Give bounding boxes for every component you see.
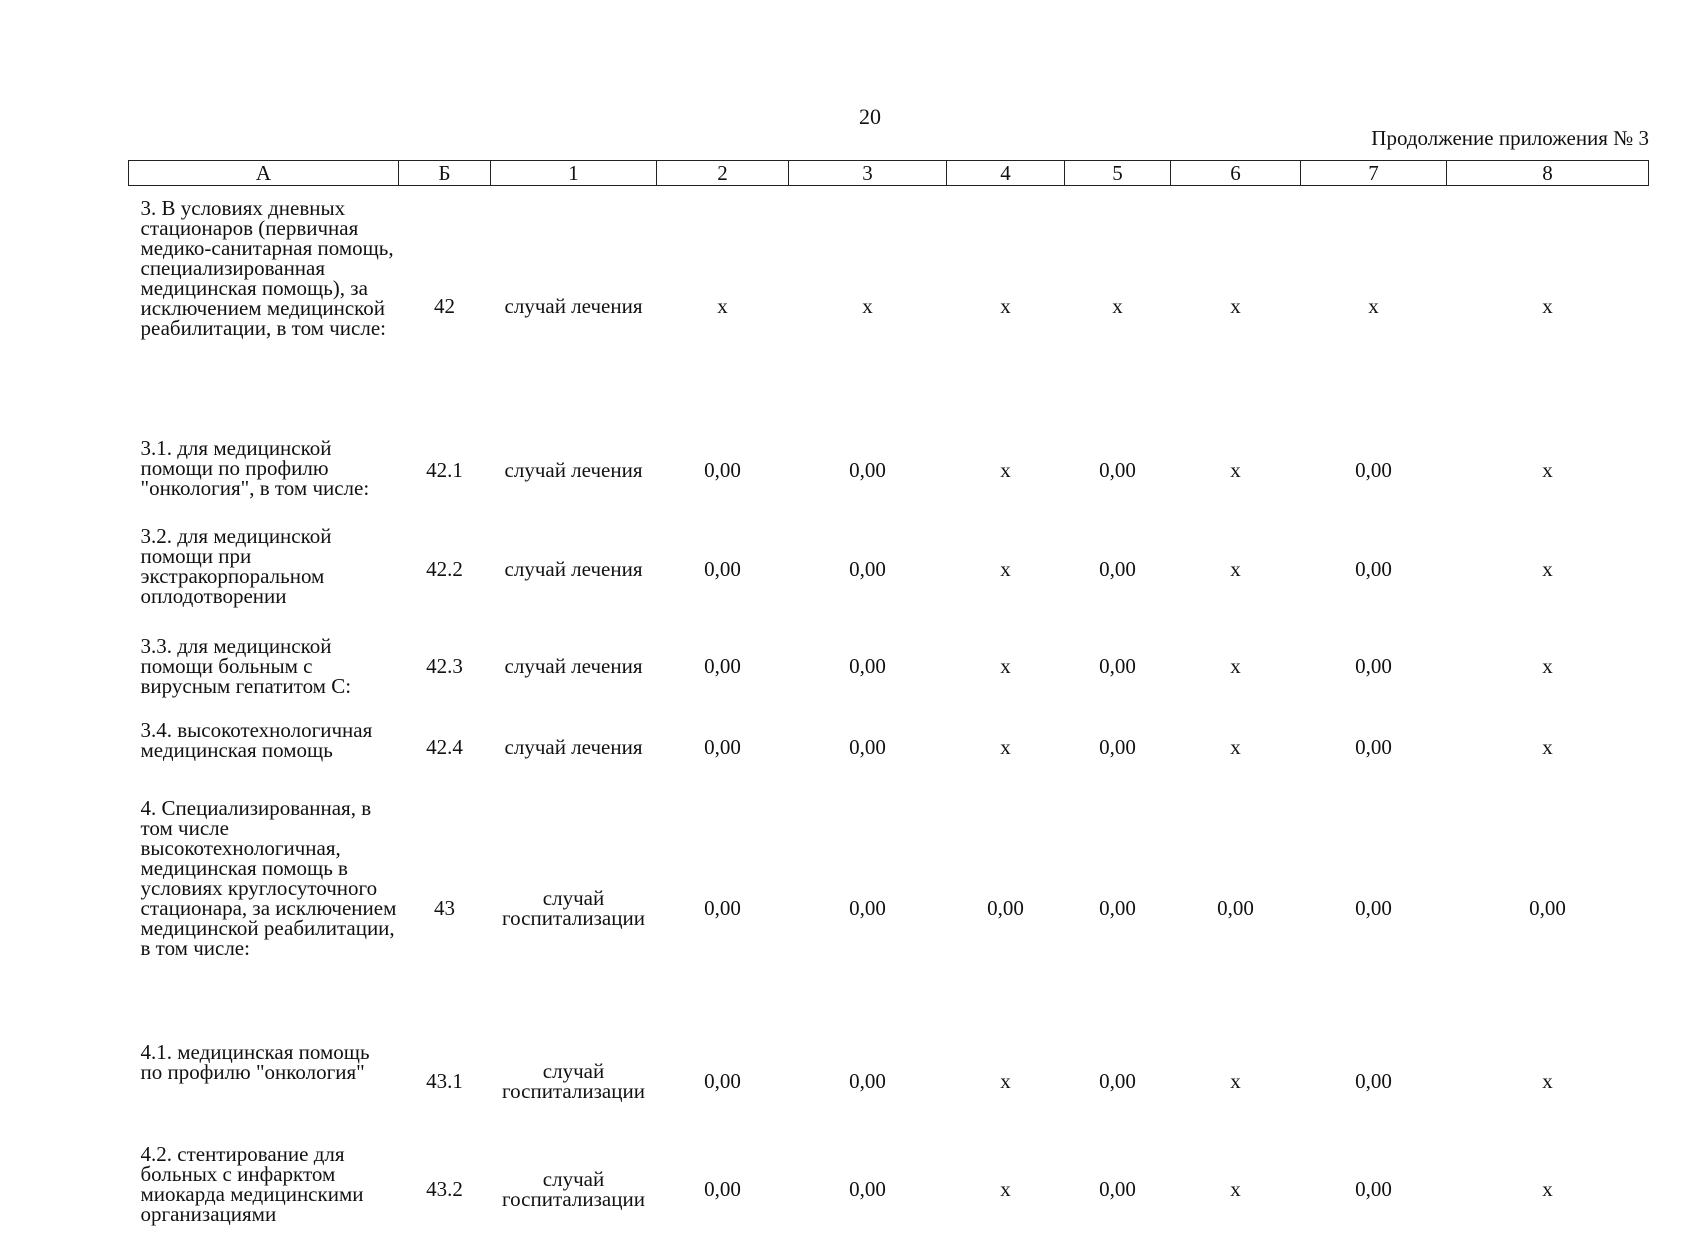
row-col-8: х <box>1542 654 1553 678</box>
row-col-7: 0,00 <box>1355 735 1392 759</box>
row-col-3: 0,00 <box>849 557 886 581</box>
row-col-5: 0,00 <box>1099 557 1136 581</box>
row-name: 4. Специализированная, в том числе высокотехнологичная, медицинская помощь в условиях круглосуточного стационара, за исключением медицинской реабилитации, в том числе: <box>140 796 397 960</box>
row-col-6: х <box>1230 557 1241 581</box>
row-unit: случай лечения <box>504 654 643 678</box>
row-col-2: 0,00 <box>704 1069 741 1093</box>
table-row <box>129 186 1649 427</box>
row-col-5: х <box>1112 294 1123 318</box>
row-name: 3. В условиях дневных стационаров (первичная медико-санитарная помощь, специализированная медицинская помощь), за исключением медицинской реабилитации, в том числе: <box>140 196 394 340</box>
row-col-4: 0,00 <box>987 896 1024 920</box>
row-col-5: 0,00 <box>1099 896 1136 920</box>
row-unit: случай лечения <box>504 735 643 759</box>
row-unit: случай лечения <box>504 294 643 318</box>
header-col-6: 6 <box>1171 161 1301 186</box>
row-code: 42 <box>434 294 455 318</box>
table-row <box>129 786 1649 1030</box>
row-unit: случай госпитализации <box>502 1167 645 1211</box>
header-col-2: 2 <box>657 161 789 186</box>
appendix-note: Продолжение приложения № 3 <box>1371 126 1649 150</box>
row-code: 42.1 <box>426 458 463 482</box>
table-row <box>129 1132 1649 1246</box>
header-col-4: 4 <box>947 161 1065 186</box>
row-name: 3.1. для медицинской помощи по профилю "онкология", в том числе: <box>140 436 370 500</box>
row-unit: случай госпитализации <box>502 1059 645 1103</box>
header-col-5: 5 <box>1065 161 1171 186</box>
row-col-5: 0,00 <box>1099 1177 1136 1201</box>
row-col-3: 0,00 <box>849 735 886 759</box>
row-col-2: 0,00 <box>704 735 741 759</box>
row-col-7: 0,00 <box>1355 896 1392 920</box>
row-unit: случай лечения <box>504 557 643 581</box>
table-row <box>129 624 1649 708</box>
header-col-a: А <box>129 161 399 186</box>
header-col-1: 1 <box>491 161 657 186</box>
row-col-3: 0,00 <box>849 458 886 482</box>
row-col-7: 0,00 <box>1355 1069 1392 1093</box>
row-code: 43 <box>434 896 455 920</box>
row-unit: случай лечения <box>504 458 643 482</box>
row-col-6: х <box>1230 1177 1241 1201</box>
row-col-5: 0,00 <box>1099 654 1136 678</box>
row-col-7: 0,00 <box>1355 557 1392 581</box>
row-col-2: 0,00 <box>704 896 741 920</box>
row-unit: случай госпитализации <box>502 886 645 930</box>
row-col-3: 0,00 <box>849 1177 886 1201</box>
header-col-b: Б <box>399 161 491 186</box>
row-col-8: 0,00 <box>1529 896 1566 920</box>
page-number: 20 <box>859 104 881 129</box>
row-col-3: х <box>862 294 873 318</box>
row-col-6: х <box>1230 654 1241 678</box>
row-col-7: 0,00 <box>1355 1177 1392 1201</box>
row-name: 3.3. для медицинской помощи больным с вирусным гепатитом С: <box>140 634 352 698</box>
row-col-4: х <box>1000 294 1011 318</box>
row-col-4: х <box>1000 557 1011 581</box>
row-col-4: х <box>1000 1069 1011 1093</box>
row-col-6: х <box>1230 735 1241 759</box>
table-row <box>129 708 1649 786</box>
row-code: 42.3 <box>426 654 463 678</box>
row-col-6: 0,00 <box>1217 896 1254 920</box>
row-name: 4.2. стентирование для больных с инфарктом миокарда медицинскими организациями <box>140 1142 364 1226</box>
row-col-8: х <box>1542 1177 1553 1201</box>
row-col-2: 0,00 <box>704 1177 741 1201</box>
header-col-3: 3 <box>789 161 947 186</box>
header-row <box>129 161 1649 186</box>
row-col-5: 0,00 <box>1099 735 1136 759</box>
row-col-5: 0,00 <box>1099 1069 1136 1093</box>
table-row <box>129 426 1649 514</box>
row-name: 3.2. для медицинской помощи при экстракорпоральном оплодотворении <box>140 524 332 608</box>
row-name: 3.4. высокотехнологичная медицинская помощь <box>140 718 373 762</box>
row-col-3: 0,00 <box>849 896 886 920</box>
header-col-8: 8 <box>1447 161 1649 186</box>
row-col-8: х <box>1542 557 1553 581</box>
row-code: 43.2 <box>426 1177 463 1201</box>
row-col-8: х <box>1542 1069 1553 1093</box>
table-row <box>129 1030 1649 1132</box>
row-col-2: х <box>717 294 728 318</box>
row-col-5: 0,00 <box>1099 458 1136 482</box>
row-code: 43.1 <box>426 1069 463 1093</box>
row-col-8: х <box>1542 294 1553 318</box>
row-col-3: 0,00 <box>849 654 886 678</box>
data-table <box>128 160 1649 1246</box>
row-col-8: х <box>1542 458 1553 482</box>
row-col-6: х <box>1230 458 1241 482</box>
row-col-8: х <box>1542 735 1553 759</box>
row-col-6: х <box>1230 294 1241 318</box>
row-col-7: х <box>1368 294 1379 318</box>
row-col-4: х <box>1000 735 1011 759</box>
row-col-7: 0,00 <box>1355 458 1392 482</box>
table-row <box>129 514 1649 624</box>
row-col-6: х <box>1230 1069 1241 1093</box>
row-col-2: 0,00 <box>704 458 741 482</box>
row-col-4: х <box>1000 1177 1011 1201</box>
row-col-4: х <box>1000 654 1011 678</box>
row-col-4: х <box>1000 458 1011 482</box>
header-col-7: 7 <box>1301 161 1447 186</box>
row-col-2: 0,00 <box>704 654 741 678</box>
row-code: 42.4 <box>426 735 463 759</box>
row-name: 4.1. медицинская помощь по профилю "онкология" <box>140 1040 370 1084</box>
row-col-7: 0,00 <box>1355 654 1392 678</box>
row-col-3: 0,00 <box>849 1069 886 1093</box>
row-code: 42.2 <box>426 557 463 581</box>
row-col-2: 0,00 <box>704 557 741 581</box>
